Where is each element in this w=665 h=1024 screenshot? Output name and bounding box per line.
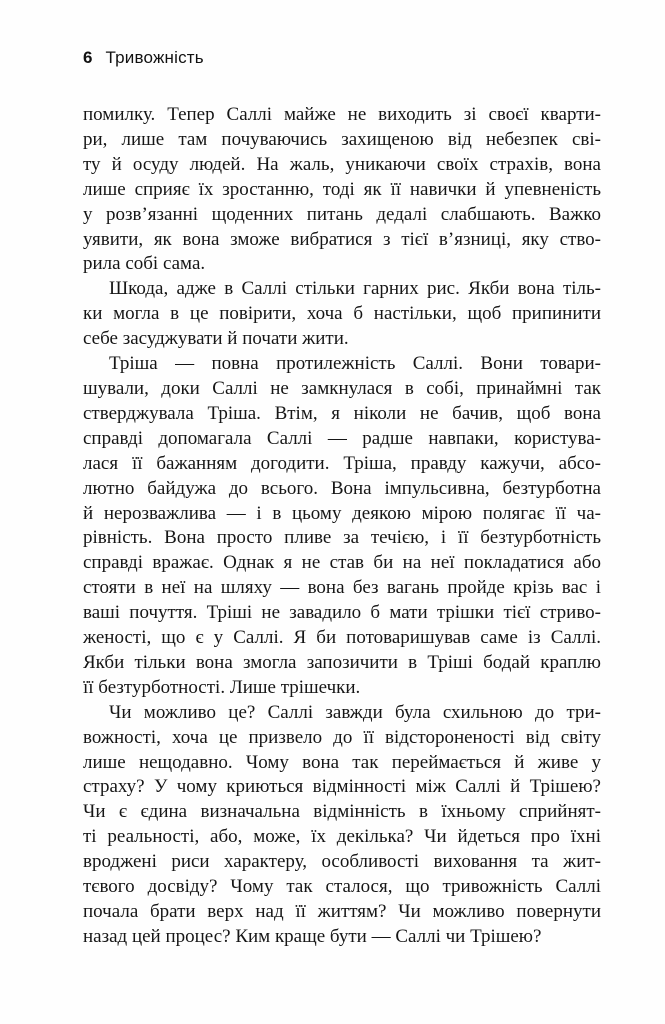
text-line: шували, доки Саллі не замкнулася в собі, принаймні так	[83, 377, 601, 399]
paragraph	[83, 277, 601, 352]
text-line: почала брати верх над її життям? Чи можливо повернути	[83, 901, 601, 922]
text-line: її безтурботності. Лише трішечки.	[83, 676, 361, 698]
text-line: Шкода, адже в Саллі стільки гарних рис. Якби вона тіль-	[109, 278, 601, 300]
text-line: у розв’язанні щоденних питань дедалі слабшають. Важко	[83, 203, 601, 225]
text-line: лише нещодавно. Чому вона так переймається й живе у	[83, 751, 601, 773]
running-header	[83, 47, 204, 68]
text-line: Тріша — повна протилежність Саллі. Вони товари-	[109, 353, 601, 375]
text-line: женості, що є у Саллі. Я би потоваришував саме із Саллі.	[83, 627, 601, 649]
text-line: назад цей процес? Ким краще бути — Саллі чи Трішею?	[83, 925, 542, 947]
paragraph	[83, 103, 601, 277]
text-line: рила собі сама.	[83, 253, 206, 275]
text-line: ки могла в це повірити, хоча б настільки, щоб припинити	[83, 303, 601, 325]
paragraph	[83, 352, 601, 701]
text-line: Чи є єдина визначальна відмінність в їхньому сприйнят-	[83, 801, 601, 823]
text-line: ри, лише там почуваючись захищеною від небезпек сві-	[83, 128, 601, 150]
text-line: вроджені риси характеру, особливості виховання та жит-	[83, 851, 601, 873]
text-line: лася її бажанням догодити. Тріша, правду кажучи, абсо-	[83, 452, 601, 474]
text-line: Чи можливо це? Саллі завжди була схильною до три-	[109, 701, 601, 723]
text-line: страху? У чому криються відмінності між Саллі й Трішею?	[83, 776, 601, 798]
text-line: ту й осуду людей. На жаль, уникаючи своїх страхів, вона	[83, 153, 601, 175]
page-number: 6	[83, 48, 93, 67]
text-line: й нерозважлива — і в цьому деякою мірою полягає її ча-	[83, 502, 601, 524]
text-line: себе засуджувати й почати жити.	[83, 328, 349, 350]
text-line: ваші почуття. Тріші не завадило б мати трішки тієї стриво-	[83, 602, 601, 624]
text-line: лютно байдужа до всього. Вона імпульсивна, безтурботна	[83, 477, 601, 499]
text-line: справді допомагала Саллі — радше навпаки, користува-	[83, 427, 601, 449]
text-line: стояти в неї на шляху — вона без вагань пройде крізь вас і	[83, 577, 601, 599]
text-line: уявити, як вона зможе вибратися з тієї в’язниці, яку ство-	[83, 228, 601, 250]
text-line: стверджувала Тріша. Втім, я ніколи не бачив, щоб вона	[83, 402, 601, 424]
running-title: Тривожність	[105, 48, 204, 67]
text-line: ті реальності, або, може, їх декілька? Чи йдеться про їхні	[83, 826, 601, 848]
text-line: вожності, хоча це призвело до її відстороненості від світу	[83, 726, 601, 748]
text-line: рівність. Вона просто пливе за течією, і її безтурботність	[83, 527, 601, 549]
paragraph	[83, 701, 601, 950]
page-body	[83, 103, 601, 950]
text-line: тєвого досвіду? Чому так сталося, що тривожність Саллі	[83, 876, 601, 898]
text-line: справді вражає. Однак я не став би на неї покладатися або	[83, 552, 601, 574]
text-line: лише сприяє їх зростанню, тоді як її навички й упевненість	[83, 178, 601, 200]
text-line: Якби тільки вона змогла запозичити в Тріші бодай краплю	[83, 651, 601, 673]
text-line: помилку. Тепер Саллі майже не виходить зі своєї кварти-	[83, 104, 601, 125]
